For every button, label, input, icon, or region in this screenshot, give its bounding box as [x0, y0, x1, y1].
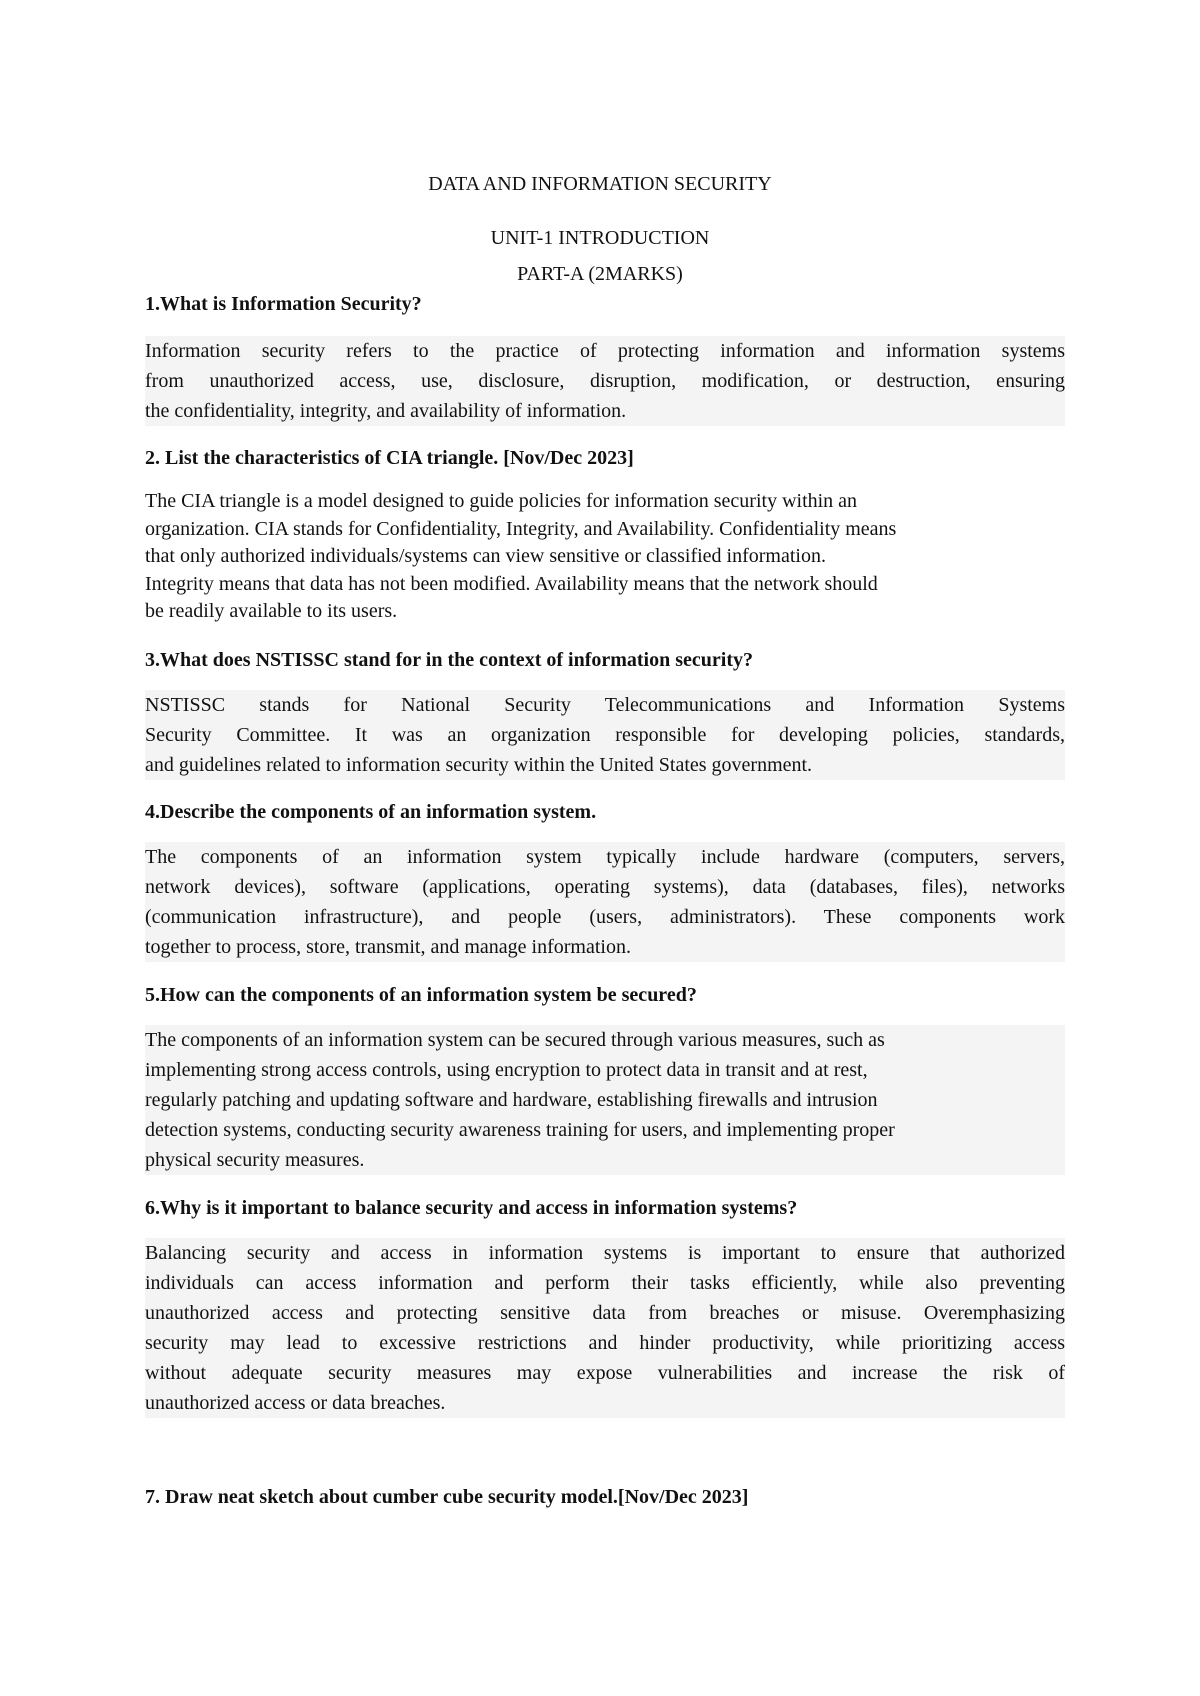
answer-line: without adequate security measures may expose vulnerabilities and increase the risk of — [145, 1358, 1065, 1388]
answer-line: Balancing security and access in information systems is important to ensure that authorized — [145, 1238, 1065, 1268]
question-5: 5.How can the components of an information system be secured? — [145, 984, 697, 1006]
unit-heading: UNIT-1 INTRODUCTION — [490, 227, 710, 249]
answer-line: individuals can access information and perform their tasks efficiently, while also preventing — [145, 1268, 1065, 1298]
answer-line: the confidentiality, integrity, and availability of information. — [145, 396, 1065, 426]
answer-line: implementing strong access controls, using encryption to protect data in transit and at rest, — [145, 1055, 1065, 1085]
answer-line: and guidelines related to information security within the United States government. — [145, 750, 1065, 780]
question-2: 2. List the characteristics of CIA triangle. [Nov/Dec 2023] — [145, 447, 634, 469]
answer-line: network devices), software (applications, operating systems), data (databases, files), networks — [145, 872, 1065, 902]
answer-5 — [145, 1025, 1065, 1175]
document-title: DATA AND INFORMATION SECURITY — [428, 173, 772, 195]
answer-line: organization. CIA stands for Confidentiality, Integrity, and Availability. Confidentiality means — [145, 517, 897, 540]
answer-line: regularly patching and updating software and hardware, establishing firewalls and intrusion — [145, 1085, 1065, 1115]
answer-line: from unauthorized access, use, disclosure, disruption, modification, or destruction, ensuring — [145, 366, 1065, 396]
answer-line: (communication infrastructure), and people (users, administrators). These components work — [145, 902, 1065, 932]
answer-line: together to process, store, transmit, and manage information. — [145, 932, 1065, 962]
answer-6 — [145, 1238, 1065, 1418]
answer-1 — [145, 336, 1065, 426]
answer-line: Information security refers to the practice of protecting information and information systems — [145, 336, 1065, 366]
answer-line: The CIA triangle is a model designed to guide policies for information security within an — [145, 490, 858, 512]
answer-line: unauthorized access and protecting sensitive data from breaches or misuse. Overemphasizing — [145, 1298, 1065, 1328]
answer-line: NSTISSC stands for National Security Telecommunications and Information Systems — [145, 690, 1065, 720]
question-3: 3.What does NSTISSC stand for in the context of information security? — [145, 649, 753, 671]
answer-line: security may lead to excessive restrictions and hinder productivity, while prioritizing access — [145, 1328, 1065, 1358]
answer-4 — [145, 842, 1065, 962]
answer-line: The components of an information system typically include hardware (computers, servers, — [145, 842, 1065, 872]
answer-line: that only authorized individuals/systems can view sensitive or classified information. — [145, 545, 826, 567]
answer-line: physical security measures. — [145, 1145, 1065, 1175]
question-6: 6.Why is it important to balance security and access in information systems? — [145, 1197, 798, 1219]
answer-line: The components of an information system can be secured through various measures, such as — [145, 1025, 1065, 1055]
answer-line: be readily available to its users. — [145, 600, 398, 622]
answer-line: Integrity means that data has not been modified. Availability means that the network should — [145, 572, 878, 595]
answer-3 — [145, 690, 1065, 780]
answer-2 — [145, 488, 1065, 626]
answer-line: Security Committee. It was an organization responsible for developing policies, standards, — [145, 720, 1065, 750]
answer-line: unauthorized access or data breaches. — [145, 1388, 1065, 1418]
question-1: 1.What is Information Security? — [145, 293, 422, 315]
question-7: 7. Draw neat sketch about cumber cube security model.[Nov/Dec 2023] — [145, 1486, 749, 1508]
question-4: 4.Describe the components of an information system. — [145, 801, 597, 823]
answer-line: detection systems, conducting security awareness training for users, and implementing proper — [145, 1115, 1065, 1145]
part-heading: PART-A (2MARKS) — [517, 263, 683, 285]
